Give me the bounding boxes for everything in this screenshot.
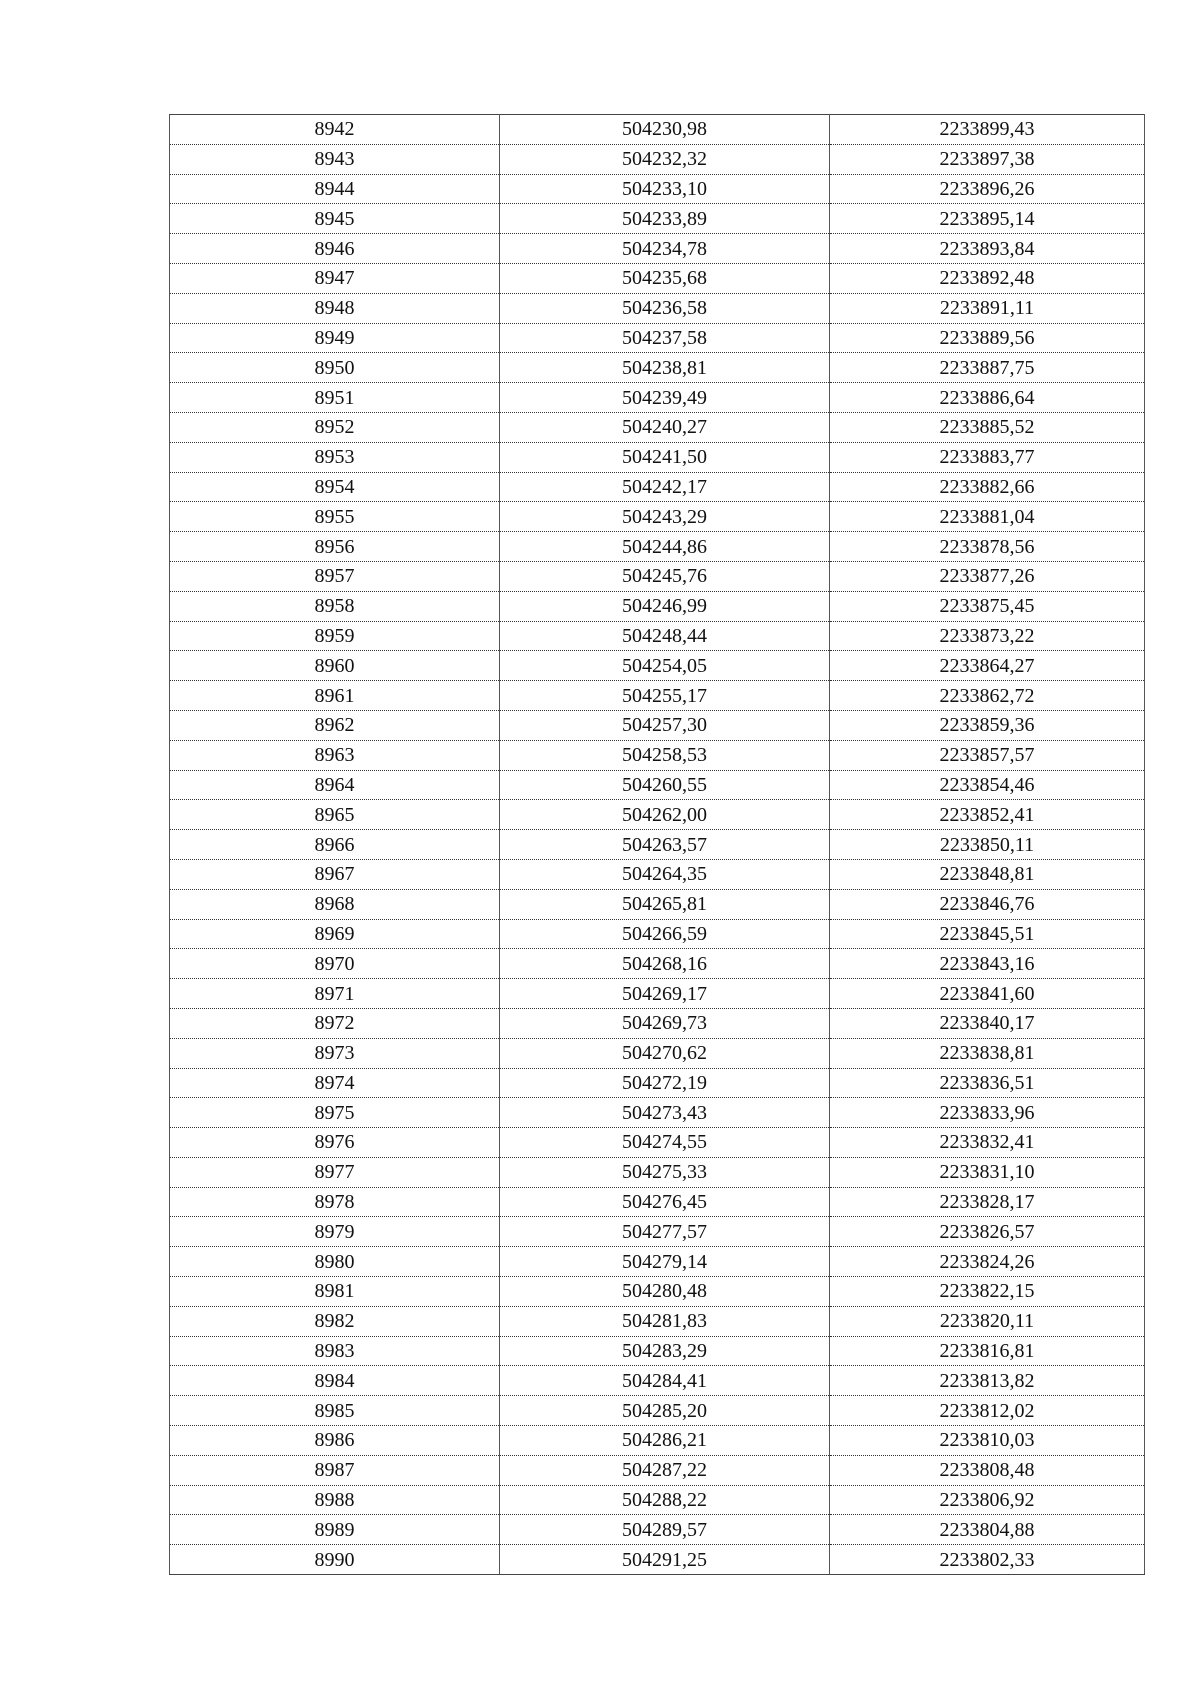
y-coordinate-cell: 2233899,43 xyxy=(830,115,1145,145)
x-coordinate-cell: 504280,48 xyxy=(500,1277,830,1307)
table-row xyxy=(170,1366,1145,1396)
coordinates-table-body xyxy=(170,115,1145,1575)
table-row xyxy=(170,204,1145,234)
table-row xyxy=(170,1157,1145,1187)
point-number-cell: 8981 xyxy=(170,1277,500,1307)
table-row xyxy=(170,889,1145,919)
x-coordinate-cell: 504245,76 xyxy=(500,561,830,591)
point-number-cell: 8947 xyxy=(170,263,500,293)
y-coordinate-cell: 2233836,51 xyxy=(830,1068,1145,1098)
y-coordinate-cell: 2233850,11 xyxy=(830,830,1145,860)
y-coordinate-cell: 2233804,88 xyxy=(830,1515,1145,1545)
table-row xyxy=(170,1098,1145,1128)
y-coordinate-cell: 2233802,33 xyxy=(830,1545,1145,1575)
table-row xyxy=(170,621,1145,651)
point-number-cell: 8980 xyxy=(170,1247,500,1277)
x-coordinate-cell: 504272,19 xyxy=(500,1068,830,1098)
table-row xyxy=(170,1426,1145,1456)
y-coordinate-cell: 2233885,52 xyxy=(830,412,1145,442)
x-coordinate-cell: 504246,99 xyxy=(500,591,830,621)
x-coordinate-cell: 504279,14 xyxy=(500,1247,830,1277)
x-coordinate-cell: 504287,22 xyxy=(500,1455,830,1485)
point-number-cell: 8954 xyxy=(170,472,500,502)
table-row xyxy=(170,1396,1145,1426)
point-number-cell: 8948 xyxy=(170,293,500,323)
x-coordinate-cell: 504277,57 xyxy=(500,1217,830,1247)
y-coordinate-cell: 2233808,48 xyxy=(830,1455,1145,1485)
y-coordinate-cell: 2233828,17 xyxy=(830,1187,1145,1217)
y-coordinate-cell: 2233840,17 xyxy=(830,1008,1145,1038)
point-number-cell: 8951 xyxy=(170,383,500,413)
y-coordinate-cell: 2233897,38 xyxy=(830,144,1145,174)
point-number-cell: 8960 xyxy=(170,651,500,681)
point-number-cell: 8975 xyxy=(170,1098,500,1128)
point-number-cell: 8986 xyxy=(170,1426,500,1456)
y-coordinate-cell: 2233843,16 xyxy=(830,949,1145,979)
point-number-cell: 8962 xyxy=(170,710,500,740)
x-coordinate-cell: 504263,57 xyxy=(500,830,830,860)
point-number-cell: 8958 xyxy=(170,591,500,621)
x-coordinate-cell: 504230,98 xyxy=(500,115,830,145)
point-number-cell: 8978 xyxy=(170,1187,500,1217)
point-number-cell: 8950 xyxy=(170,353,500,383)
table-row xyxy=(170,115,1145,145)
x-coordinate-cell: 504286,21 xyxy=(500,1426,830,1456)
y-coordinate-cell: 2233883,77 xyxy=(830,442,1145,472)
x-coordinate-cell: 504255,17 xyxy=(500,681,830,711)
y-coordinate-cell: 2233845,51 xyxy=(830,919,1145,949)
table-row xyxy=(170,412,1145,442)
point-number-cell: 8969 xyxy=(170,919,500,949)
table-row xyxy=(170,770,1145,800)
table-row xyxy=(170,234,1145,264)
x-coordinate-cell: 504237,58 xyxy=(500,323,830,353)
y-coordinate-cell: 2233881,04 xyxy=(830,502,1145,532)
y-coordinate-cell: 2233859,36 xyxy=(830,710,1145,740)
y-coordinate-cell: 2233822,15 xyxy=(830,1277,1145,1307)
point-number-cell: 8953 xyxy=(170,442,500,472)
table-row xyxy=(170,1336,1145,1366)
y-coordinate-cell: 2233895,14 xyxy=(830,204,1145,234)
coordinates-table xyxy=(169,114,1145,1575)
point-number-cell: 8987 xyxy=(170,1455,500,1485)
point-number-cell: 8959 xyxy=(170,621,500,651)
y-coordinate-cell: 2233893,84 xyxy=(830,234,1145,264)
point-number-cell: 8979 xyxy=(170,1217,500,1247)
x-coordinate-cell: 504233,89 xyxy=(500,204,830,234)
table-row xyxy=(170,1247,1145,1277)
y-coordinate-cell: 2233891,11 xyxy=(830,293,1145,323)
point-number-cell: 8963 xyxy=(170,740,500,770)
y-coordinate-cell: 2233813,82 xyxy=(830,1366,1145,1396)
table-row xyxy=(170,1068,1145,1098)
table-row xyxy=(170,1008,1145,1038)
y-coordinate-cell: 2233832,41 xyxy=(830,1128,1145,1158)
y-coordinate-cell: 2233875,45 xyxy=(830,591,1145,621)
x-coordinate-cell: 504240,27 xyxy=(500,412,830,442)
table-row xyxy=(170,472,1145,502)
y-coordinate-cell: 2233826,57 xyxy=(830,1217,1145,1247)
y-coordinate-cell: 2233896,26 xyxy=(830,174,1145,204)
table-row xyxy=(170,800,1145,830)
y-coordinate-cell: 2233882,66 xyxy=(830,472,1145,502)
x-coordinate-cell: 504241,50 xyxy=(500,442,830,472)
y-coordinate-cell: 2233857,57 xyxy=(830,740,1145,770)
point-number-cell: 8990 xyxy=(170,1545,500,1575)
point-number-cell: 8957 xyxy=(170,561,500,591)
table-row xyxy=(170,383,1145,413)
point-number-cell: 8965 xyxy=(170,800,500,830)
x-coordinate-cell: 504257,30 xyxy=(500,710,830,740)
x-coordinate-cell: 504238,81 xyxy=(500,353,830,383)
y-coordinate-cell: 2233806,92 xyxy=(830,1485,1145,1515)
x-coordinate-cell: 504269,73 xyxy=(500,1008,830,1038)
y-coordinate-cell: 2233846,76 xyxy=(830,889,1145,919)
point-number-cell: 8967 xyxy=(170,859,500,889)
y-coordinate-cell: 2233848,81 xyxy=(830,859,1145,889)
point-number-cell: 8973 xyxy=(170,1038,500,1068)
table-row xyxy=(170,979,1145,1009)
x-coordinate-cell: 504276,45 xyxy=(500,1187,830,1217)
y-coordinate-cell: 2233841,60 xyxy=(830,979,1145,1009)
x-coordinate-cell: 504234,78 xyxy=(500,234,830,264)
table-row xyxy=(170,293,1145,323)
x-coordinate-cell: 504248,44 xyxy=(500,621,830,651)
point-number-cell: 8977 xyxy=(170,1157,500,1187)
x-coordinate-cell: 504233,10 xyxy=(500,174,830,204)
table-row xyxy=(170,859,1145,889)
point-number-cell: 8952 xyxy=(170,412,500,442)
y-coordinate-cell: 2233887,75 xyxy=(830,353,1145,383)
table-row xyxy=(170,830,1145,860)
x-coordinate-cell: 504281,83 xyxy=(500,1306,830,1336)
point-number-cell: 8984 xyxy=(170,1366,500,1396)
table-row xyxy=(170,263,1145,293)
point-number-cell: 8968 xyxy=(170,889,500,919)
table-row xyxy=(170,1485,1145,1515)
point-number-cell: 8982 xyxy=(170,1306,500,1336)
point-number-cell: 8964 xyxy=(170,770,500,800)
x-coordinate-cell: 504266,59 xyxy=(500,919,830,949)
table-row xyxy=(170,1455,1145,1485)
table-row xyxy=(170,710,1145,740)
x-coordinate-cell: 504270,62 xyxy=(500,1038,830,1068)
table-row xyxy=(170,919,1145,949)
point-number-cell: 8976 xyxy=(170,1128,500,1158)
x-coordinate-cell: 504274,55 xyxy=(500,1128,830,1158)
x-coordinate-cell: 504288,22 xyxy=(500,1485,830,1515)
x-coordinate-cell: 504243,29 xyxy=(500,502,830,532)
x-coordinate-cell: 504262,00 xyxy=(500,800,830,830)
y-coordinate-cell: 2233864,27 xyxy=(830,651,1145,681)
point-number-cell: 8942 xyxy=(170,115,500,145)
x-coordinate-cell: 504291,25 xyxy=(500,1545,830,1575)
point-number-cell: 8988 xyxy=(170,1485,500,1515)
x-coordinate-cell: 504260,55 xyxy=(500,770,830,800)
y-coordinate-cell: 2233873,22 xyxy=(830,621,1145,651)
point-number-cell: 8956 xyxy=(170,532,500,562)
table-row xyxy=(170,144,1145,174)
x-coordinate-cell: 504285,20 xyxy=(500,1396,830,1426)
table-row xyxy=(170,1545,1145,1575)
x-coordinate-cell: 504236,58 xyxy=(500,293,830,323)
x-coordinate-cell: 504242,17 xyxy=(500,472,830,502)
point-number-cell: 8946 xyxy=(170,234,500,264)
y-coordinate-cell: 2233877,26 xyxy=(830,561,1145,591)
y-coordinate-cell: 2233816,81 xyxy=(830,1336,1145,1366)
point-number-cell: 8970 xyxy=(170,949,500,979)
table-row xyxy=(170,353,1145,383)
point-number-cell: 8983 xyxy=(170,1336,500,1366)
point-number-cell: 8949 xyxy=(170,323,500,353)
y-coordinate-cell: 2233833,96 xyxy=(830,1098,1145,1128)
table-row xyxy=(170,949,1145,979)
table-row xyxy=(170,591,1145,621)
y-coordinate-cell: 2233812,02 xyxy=(830,1396,1145,1426)
y-coordinate-cell: 2233878,56 xyxy=(830,532,1145,562)
point-number-cell: 8974 xyxy=(170,1068,500,1098)
x-coordinate-cell: 504254,05 xyxy=(500,651,830,681)
y-coordinate-cell: 2233886,64 xyxy=(830,383,1145,413)
x-coordinate-cell: 504232,32 xyxy=(500,144,830,174)
table-row xyxy=(170,1277,1145,1307)
point-number-cell: 8945 xyxy=(170,204,500,234)
y-coordinate-cell: 2233824,26 xyxy=(830,1247,1145,1277)
y-coordinate-cell: 2233889,56 xyxy=(830,323,1145,353)
table-row xyxy=(170,174,1145,204)
point-number-cell: 8989 xyxy=(170,1515,500,1545)
y-coordinate-cell: 2233852,41 xyxy=(830,800,1145,830)
y-coordinate-cell: 2233820,11 xyxy=(830,1306,1145,1336)
table-row xyxy=(170,1038,1145,1068)
y-coordinate-cell: 2233810,03 xyxy=(830,1426,1145,1456)
point-number-cell: 8985 xyxy=(170,1396,500,1426)
table-row xyxy=(170,1128,1145,1158)
y-coordinate-cell: 2233892,48 xyxy=(830,263,1145,293)
table-row xyxy=(170,1217,1145,1247)
y-coordinate-cell: 2233854,46 xyxy=(830,770,1145,800)
x-coordinate-cell: 504284,41 xyxy=(500,1366,830,1396)
x-coordinate-cell: 504239,49 xyxy=(500,383,830,413)
y-coordinate-cell: 2233838,81 xyxy=(830,1038,1145,1068)
point-number-cell: 8961 xyxy=(170,681,500,711)
x-coordinate-cell: 504264,35 xyxy=(500,859,830,889)
x-coordinate-cell: 504283,29 xyxy=(500,1336,830,1366)
x-coordinate-cell: 504289,57 xyxy=(500,1515,830,1545)
point-number-cell: 8971 xyxy=(170,979,500,1009)
table-row xyxy=(170,681,1145,711)
point-number-cell: 8943 xyxy=(170,144,500,174)
point-number-cell: 8966 xyxy=(170,830,500,860)
x-coordinate-cell: 504268,16 xyxy=(500,949,830,979)
table-row xyxy=(170,1306,1145,1336)
table-row xyxy=(170,532,1145,562)
point-number-cell: 8955 xyxy=(170,502,500,532)
table-row xyxy=(170,442,1145,472)
table-row xyxy=(170,1515,1145,1545)
table-row xyxy=(170,740,1145,770)
point-number-cell: 8972 xyxy=(170,1008,500,1038)
x-coordinate-cell: 504273,43 xyxy=(500,1098,830,1128)
y-coordinate-cell: 2233862,72 xyxy=(830,681,1145,711)
table-row xyxy=(170,1187,1145,1217)
point-number-cell: 8944 xyxy=(170,174,500,204)
x-coordinate-cell: 504258,53 xyxy=(500,740,830,770)
x-coordinate-cell: 504269,17 xyxy=(500,979,830,1009)
table-row xyxy=(170,502,1145,532)
x-coordinate-cell: 504265,81 xyxy=(500,889,830,919)
x-coordinate-cell: 504275,33 xyxy=(500,1157,830,1187)
table-row xyxy=(170,561,1145,591)
x-coordinate-cell: 504244,86 xyxy=(500,532,830,562)
x-coordinate-cell: 504235,68 xyxy=(500,263,830,293)
table-row xyxy=(170,651,1145,681)
table-row xyxy=(170,323,1145,353)
y-coordinate-cell: 2233831,10 xyxy=(830,1157,1145,1187)
